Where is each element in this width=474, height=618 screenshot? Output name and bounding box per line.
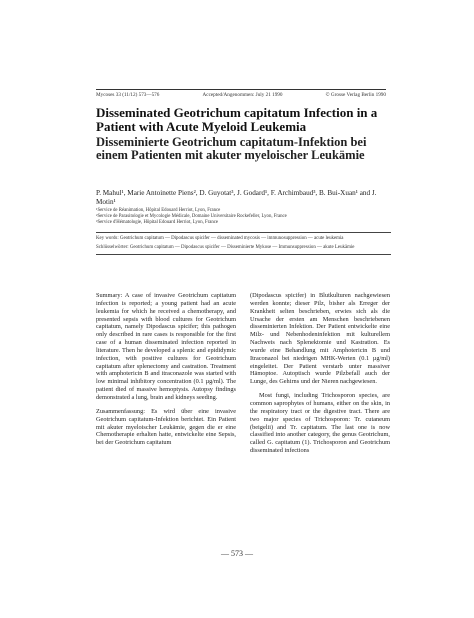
affiliation-1: ¹Service de Réanimation, Hôpital Edouard Herriot, Lyon, France bbox=[96, 208, 221, 213]
keywords-bottom-rule bbox=[96, 254, 391, 255]
paper-subtitle: Disseminierte Geotrichum capitatum-Infektion bei einem Patienten mit akuter myeloischer Leukämie bbox=[96, 135, 367, 162]
summary-paragraph: Summary: A case of invasive Geotrichum capitatum infection is reported; a young patient had an acute leukemia for which he received a chemotherapy, and presented sepsis with blood cultures for Geotrichum capitatum, namely Dipodascus spicifer; this pathogen only described in rare cases is responsible for the first case of a human disseminated infection reported in literature. Then he developed a splenic and epididymic infection, with positive cultures for Geotrichum capitatum after splenectomy and castration. Treatment with amphotericin B and itraconazole was started with low minimal inhibitory concentration (0.1 µg/ml). The patient died of massive hemoptysis. Autopsy findings demonstrated a lung, brain and kidneys seeding. bbox=[96, 292, 236, 401]
header-rule bbox=[96, 89, 386, 90]
left-column bbox=[96, 292, 236, 453]
zusammenfassung-paragraph: Zusammenfassung: Es wird über eine invasive Geotrichum capitatum-Infektion berichtet. Ein Patient mit akuter myeloischer Leukämie, gegen die er eine Chemotherapie erhalten hatte, entwickelte eine Sepsis, bei der Geotrichum capitatum bbox=[96, 407, 236, 447]
keywords-de: Schlüsselwörter: Geotrichum capitatum — Dipodascus spicifer — Disseminierte Mykose — Immunsuppression — akute Leukämie bbox=[96, 245, 355, 250]
affiliation-2: ²Service de Parasitologie et Mycologie Médicale, Domaine Universitaire Rockefeller, Lyon, France bbox=[96, 214, 287, 219]
keywords-en: Key words: Geotrichum capitatum — Dipodascus spicifer — disseminated mycosis — immunosuppression — acute leukemia bbox=[96, 236, 344, 241]
accepted-date: Accepted/Angenommen: July 21 1990 bbox=[202, 92, 283, 98]
author-list: P. Mahul¹, Marie Antoinette Piens², D. Guyotat³, J. Godard¹, F. Archimbaud³, B. Bui-Xuan¹ and J. Motin¹ bbox=[96, 189, 377, 206]
journal-citation: Mycoses 33 (11/12) 573—576 bbox=[96, 92, 160, 98]
affiliations bbox=[96, 208, 396, 226]
publisher-copyright: © Grosse Verlag Berlin 1990 bbox=[325, 92, 386, 98]
keywords-top-rule bbox=[96, 232, 391, 233]
zusammenfassung-continued: (Dipodascus spicifer) in Blutkulturen nachgewiesen werden konnte; dieser Pilz, bisher als Erreger der Krankheit selten beschrieben, erwies sich als die Ursache der ersten am Menschen beschriebenen disseminierten Infektion. Der Patient entwickelte eine Milz- und Nebenhodeninfektion mit kulturellem Nachweis nach Splenektomie und Kastration. Es wurde eine Behandlung mit Amphotericin B und Itraconazol bei niedrigen MHK-Werten (0.1 µg/ml) eingeleitet. Der Patient verstarb unter massiver Hämoptoe. Autoptisch wurde Pilzbefall auch der Lunge, des Gehirns und der Nieren nachgewiesen. bbox=[250, 292, 390, 386]
right-column bbox=[250, 292, 390, 461]
paper-title: Disseminated Geotrichum capitatum Infection in a Patient with Acute Myeloid Leukemia bbox=[96, 105, 378, 134]
affiliation-3: ³Service d'Hématologie, Hôpital Edouard Herriot, Lyon, France bbox=[96, 220, 219, 225]
page-number: — 573 — bbox=[221, 549, 253, 558]
keywords-box bbox=[96, 232, 391, 255]
introduction-paragraph: Most fungi, including Trichosporon species, are common saprophytes of humans, either on the skin, in the respiratory tract or the digestive tract. There are two major species of Trichosporon: Tr. cutaneum (beigelii) and Tr. capitatum. The last one is now classified into another category, the genus Geotrichum, called G. capitatum (1). Trichosporon and Geotrichum disseminated infections bbox=[250, 392, 390, 455]
journal-header bbox=[96, 92, 386, 102]
